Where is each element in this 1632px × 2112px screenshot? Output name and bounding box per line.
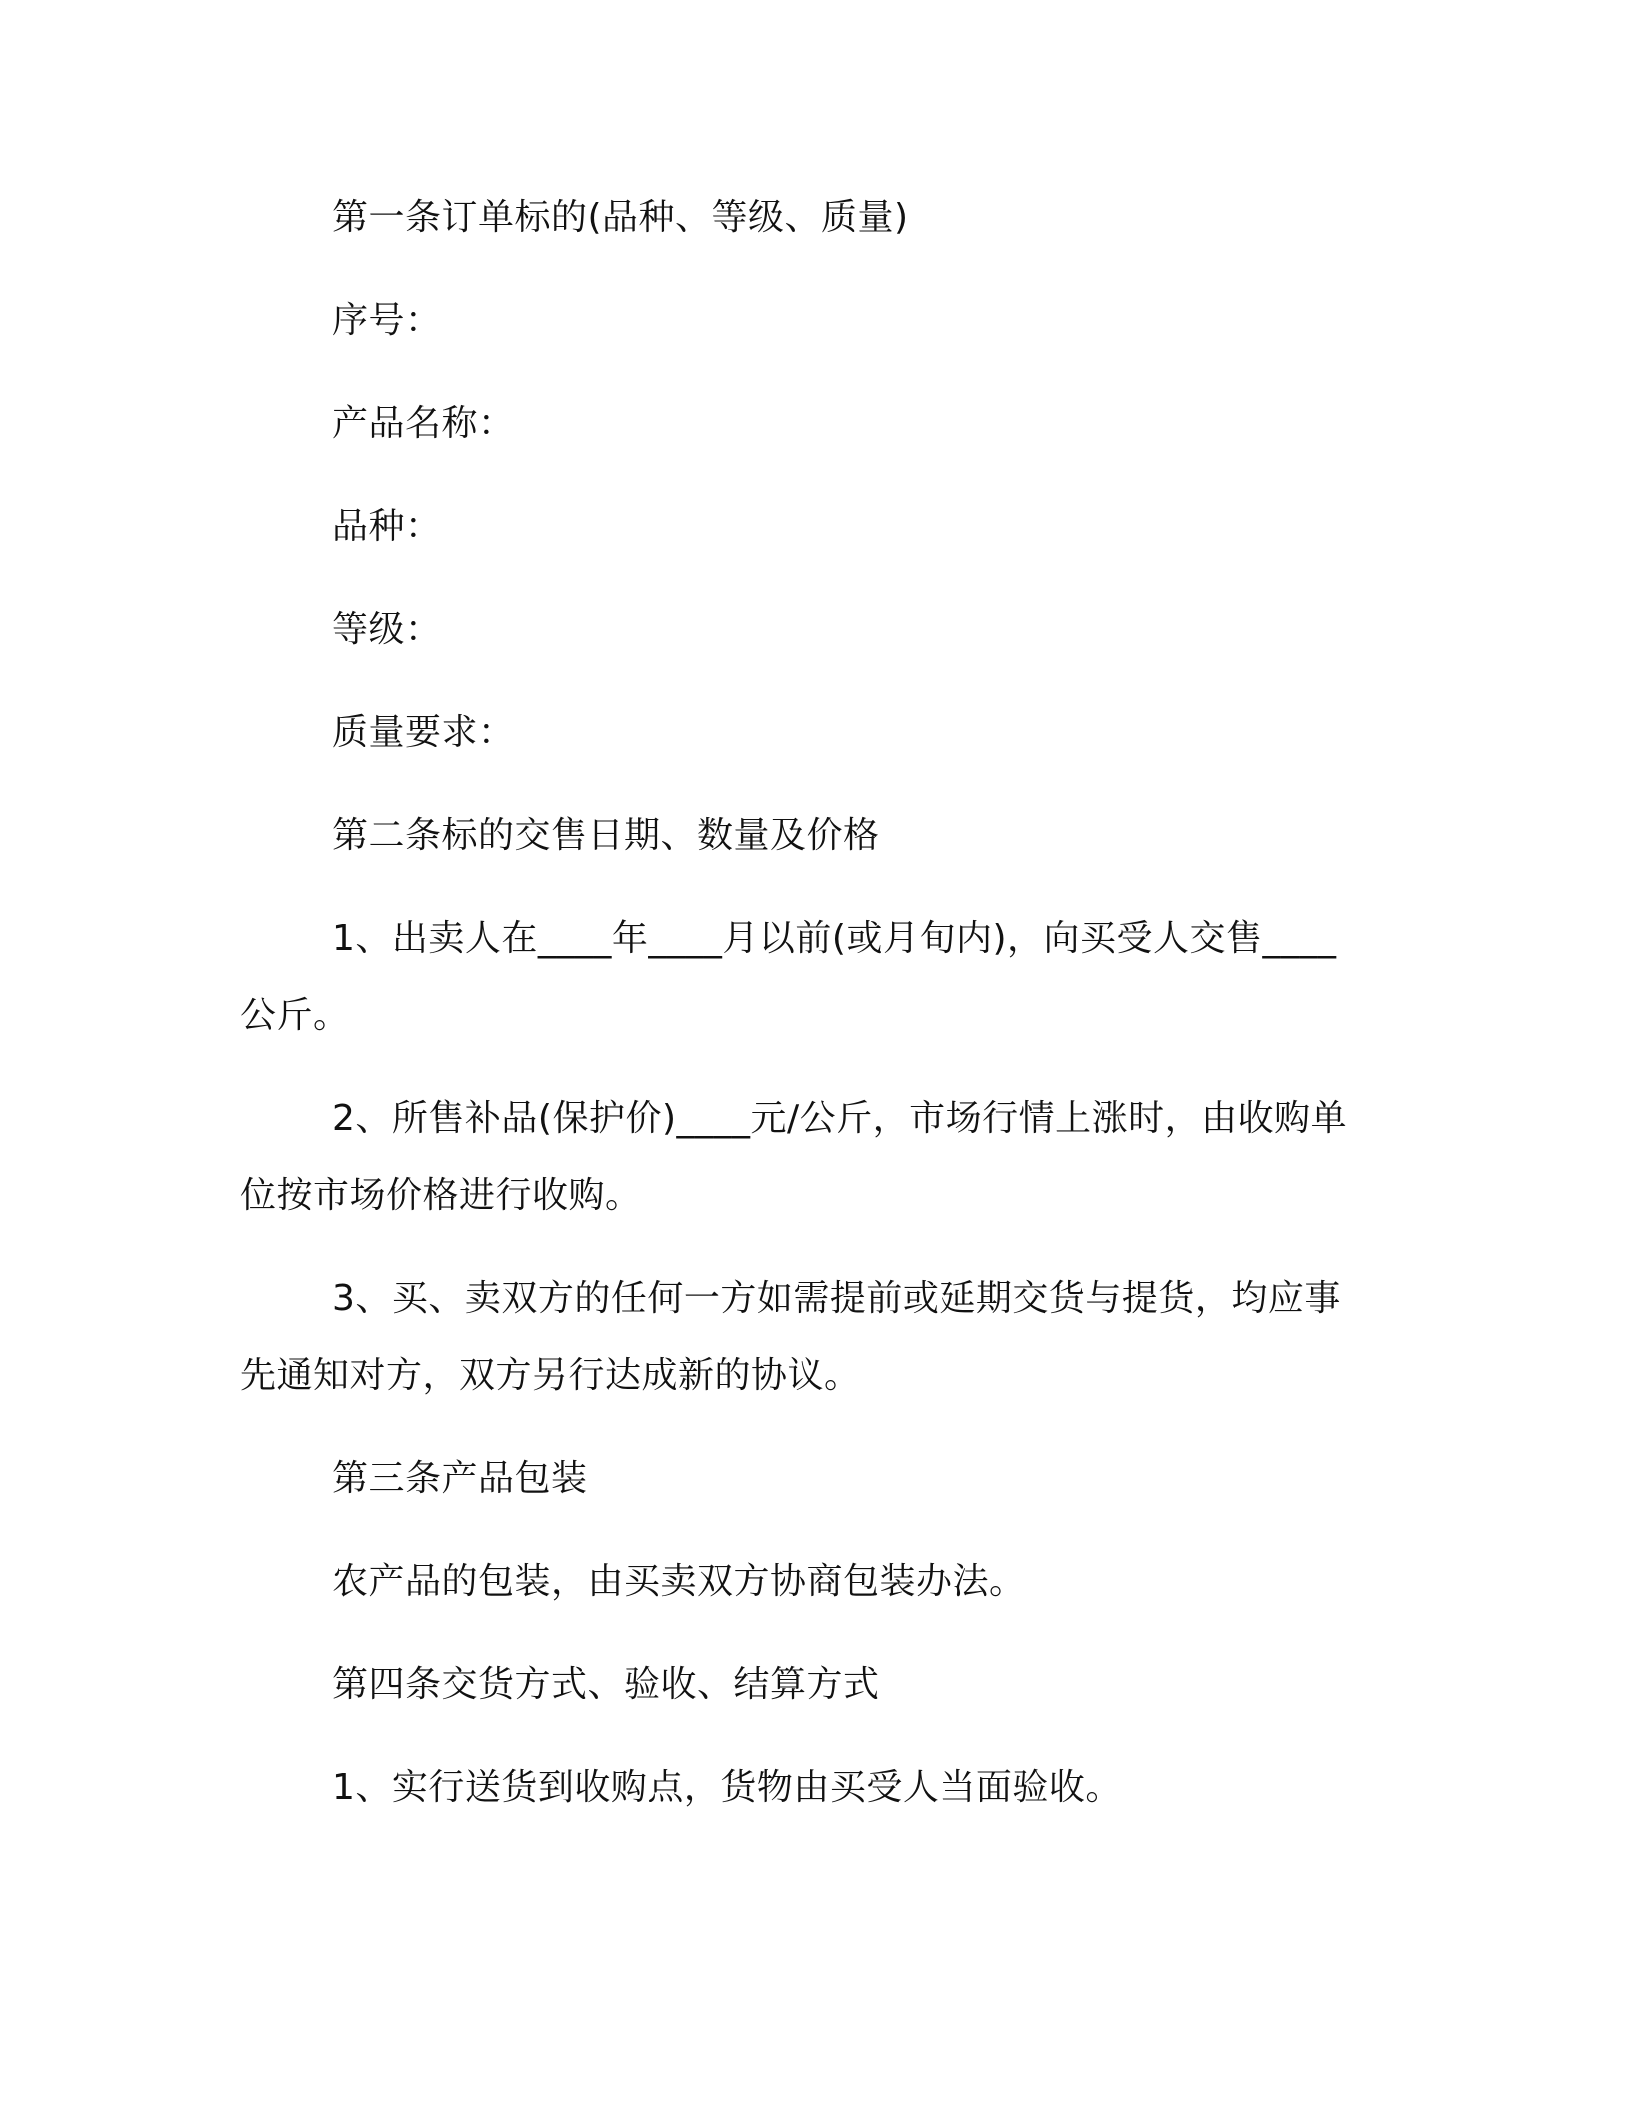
clause-2-1-line-2: 公斤。	[240, 995, 350, 1036]
article-2-heading: 第二条标的交售日期、数量及价格	[332, 815, 880, 856]
clause-2-3-line-2: 先通知对方，双方另行达成新的协议。	[240, 1355, 861, 1396]
clause-2-2-line-1: 2、所售补品(保护价)____元/公斤，市场行情上涨时，由收购单	[332, 1098, 1348, 1139]
field-serial-number: 序号：	[332, 300, 442, 341]
field-quality-requirements: 质量要求：	[332, 712, 515, 753]
clause-3-text: 农产品的包装，由买卖双方协商包装办法。	[332, 1561, 1026, 1602]
clause-2-1-line-1: 1、出卖人在____年____月以前(或月旬内)，向买受人交售____	[332, 918, 1337, 959]
clause-2-2-line-2: 位按市场价格进行收购。	[240, 1175, 642, 1216]
field-grade: 等级：	[332, 609, 442, 650]
article-1-heading: 第一条订单标的(品种、等级、质量)	[332, 197, 909, 238]
field-product-name: 产品名称：	[332, 403, 515, 444]
article-3-heading: 第三条产品包装	[332, 1458, 588, 1499]
clause-2-3-line-1: 3、买、卖双方的任何一方如需提前或延期交货与提货，均应事	[332, 1278, 1341, 1319]
article-4-heading: 第四条交货方式、验收、结算方式	[332, 1664, 880, 1705]
clause-4-1: 1、实行送货到收购点，货物由买受人当面验收。	[332, 1767, 1122, 1808]
field-variety: 品种：	[332, 506, 442, 547]
